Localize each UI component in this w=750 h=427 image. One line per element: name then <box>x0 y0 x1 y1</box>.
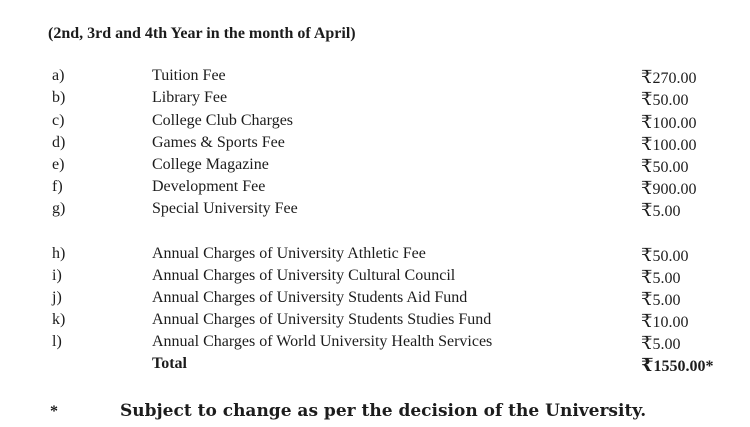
rupee-symbol: ₹ <box>641 89 653 109</box>
fee-amount <box>641 267 680 288</box>
fee-amount-value: 5.00 <box>652 203 681 220</box>
fee-row <box>0 134 750 156</box>
fee-letter: g) <box>52 200 66 217</box>
fee-amount <box>641 67 696 88</box>
total-amount-value: 1550.00* <box>653 358 714 375</box>
fee-row <box>0 333 750 355</box>
fee-row <box>0 112 750 134</box>
section-heading: (2nd, 3rd and 4th Year in the month of April) <box>48 25 356 42</box>
fee-description: Annual Charges of University Athletic Fee <box>152 245 426 262</box>
total-label: Total <box>152 355 187 372</box>
fee-amount-value: 5.00 <box>652 292 681 309</box>
fee-row <box>0 311 750 333</box>
fee-row <box>0 289 750 311</box>
rupee-symbol: ₹ <box>641 289 653 309</box>
fee-description: Annual Charges of University Students Aid Fund <box>152 289 468 306</box>
fee-description: Library Fee <box>152 89 228 106</box>
fee-letter: b) <box>52 89 66 106</box>
rupee-symbol: ₹ <box>641 112 653 132</box>
fee-description: Special University Fee <box>152 200 298 217</box>
fee-amount-value: 5.00 <box>652 270 681 287</box>
fee-row <box>0 89 750 111</box>
rupee-symbol: ₹ <box>641 245 653 265</box>
fee-letter: f) <box>52 178 63 195</box>
fee-amount <box>641 311 688 332</box>
fee-letter: h) <box>52 245 66 262</box>
footnote-marker: * <box>50 403 58 420</box>
fee-amount-value: 10.00 <box>652 314 689 331</box>
rupee-symbol: ₹ <box>641 156 653 176</box>
rupee-symbol: ₹ <box>641 67 653 87</box>
fee-letter: j) <box>52 289 62 306</box>
fee-letter: k) <box>52 311 66 328</box>
fee-amount-value: 50.00 <box>652 159 689 176</box>
fee-description: Annual Charges of University Cultural Council <box>152 267 456 284</box>
fee-amount <box>641 134 696 155</box>
fee-description: College Club Charges <box>152 112 294 129</box>
footnote-text: Subject to change as per the decision of the University. <box>120 401 647 421</box>
rupee-symbol: ₹ <box>641 355 654 375</box>
fee-amount <box>641 200 680 221</box>
fee-letter: a) <box>52 67 65 84</box>
rupee-symbol: ₹ <box>641 333 653 353</box>
fee-description: Annual Charges of World University Health Services <box>152 333 493 350</box>
fee-description: Development Fee <box>152 178 266 195</box>
fee-amount-value: 270.00 <box>652 70 697 87</box>
fee-letter: c) <box>52 112 65 129</box>
fee-description: Tuition Fee <box>152 67 226 84</box>
fee-amount <box>641 333 680 354</box>
fee-amount <box>641 289 680 310</box>
fee-amount-value: 50.00 <box>652 248 689 265</box>
rupee-symbol: ₹ <box>641 200 653 220</box>
fee-letter: e) <box>52 156 65 173</box>
fee-letter: l) <box>52 333 62 350</box>
rupee-symbol: ₹ <box>641 178 653 198</box>
fee-amount-value: 100.00 <box>652 137 697 154</box>
fee-amount-value: 900.00 <box>652 181 697 198</box>
fee-description: Games & Sports Fee <box>152 134 285 151</box>
fee-row <box>0 178 750 200</box>
fee-amount <box>641 245 688 266</box>
fee-letter: d) <box>52 134 66 151</box>
fee-amount-value: 100.00 <box>652 115 697 132</box>
fee-amount <box>641 112 696 133</box>
fee-amount <box>641 156 688 177</box>
fee-letter: i) <box>52 267 62 284</box>
rupee-symbol: ₹ <box>641 134 653 154</box>
fee-row <box>0 67 750 89</box>
rupee-symbol: ₹ <box>641 311 653 331</box>
fee-amount-value: 5.00 <box>652 336 681 353</box>
fee-row <box>0 245 750 267</box>
fee-row <box>0 200 750 222</box>
fee-amount <box>641 89 688 110</box>
rupee-symbol: ₹ <box>641 267 653 287</box>
total-row <box>0 355 750 377</box>
fee-description: College Magazine <box>152 156 269 173</box>
fee-amount <box>641 178 696 199</box>
total-amount <box>641 355 714 376</box>
fee-description: Annual Charges of University Students Studies Fund <box>152 311 492 328</box>
fee-amount-value: 50.00 <box>652 92 689 109</box>
fee-row <box>0 156 750 178</box>
fee-row <box>0 267 750 289</box>
